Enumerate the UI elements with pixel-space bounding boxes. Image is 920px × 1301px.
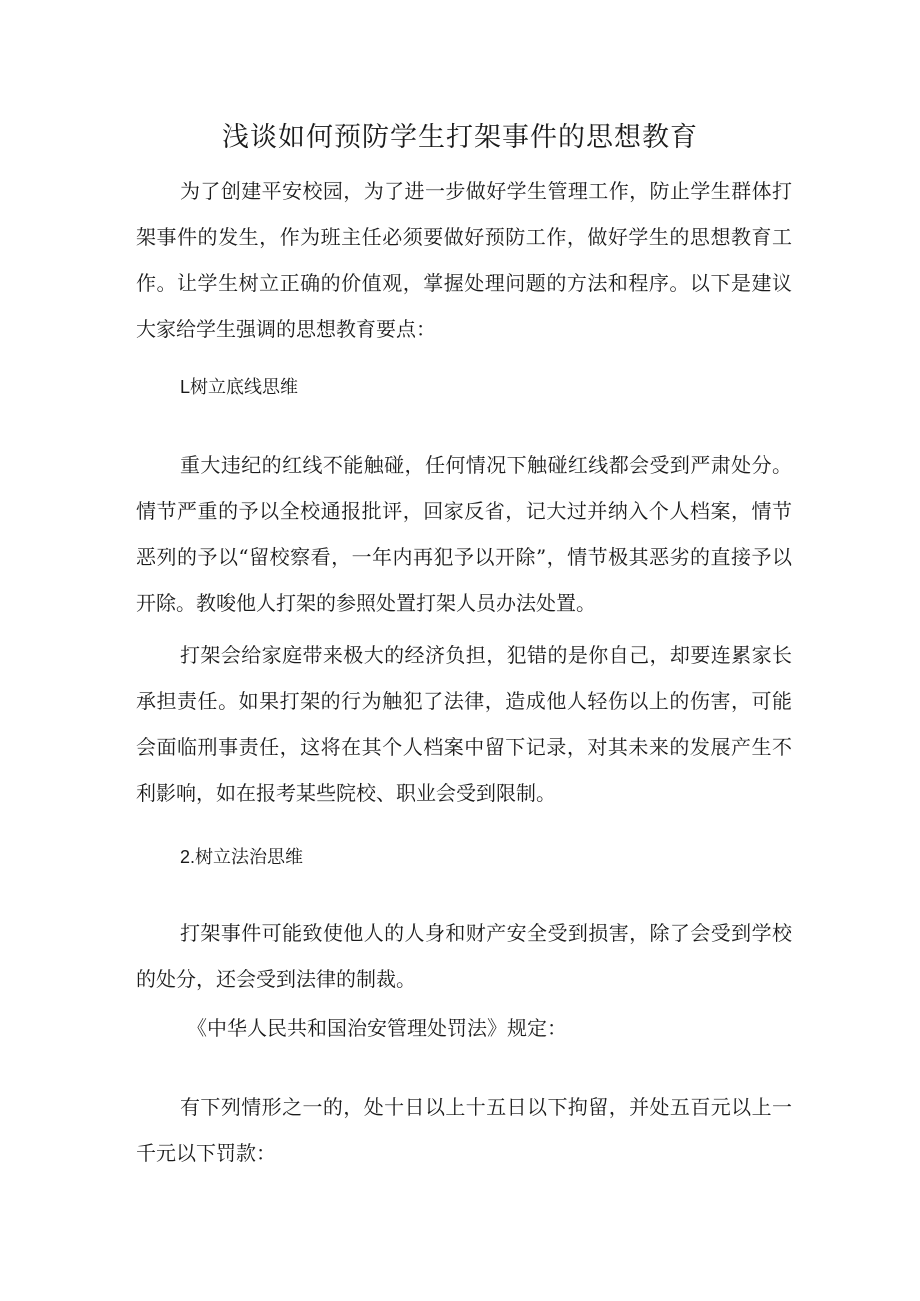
intro-paragraph: 为了创建平安校园，为了进一步做好学生管理工作，防止学生群体打架事件的发生，作为班主任必须要做好预防工作，做好学生的思想教育工作。让学生树立正确的价值观，掌握处理问题的方法和程序。以下是建议大家给学生强调的思想教育要点： xyxy=(136,179,792,341)
section1-paragraph-1: 重大违纪的红线不能触碰，任何情况下触碰红线都会受到严肃处分。情节严重的予以全校通报批评，回家反省，记大过并纳入个人档案，情节恶列的予以“留校察看，一年内再犯予以开除”，情节极其恶劣的直接予以开除。教唆他人打架的参照处置打架人员办法处置。 xyxy=(136,453,792,615)
section1-paragraph-2: 打架会给家庭带来极大的经济负担，犯错的是你自己，却要连累家长承担责任。如果打架的行为触犯了法律，造成他人轻伤以上的伤害，可能会面临刑事责任，这将在其个人档案中留下记录，对其未来的发展产生不利影响，如在报考某些院校、职业会受到限制。 xyxy=(136,643,792,805)
section1-heading: L树立底线思维 xyxy=(180,377,299,397)
law-text-paragraph: 有下列情形之一的，处十日以上十五日以下拘留，并处五百元以上一千元以下罚款： xyxy=(136,1095,792,1165)
law-title: 《中华人民共和国治安管理处罚法》规定： xyxy=(187,1016,567,1040)
section2-paragraph: 打架事件可能致使他人的人身和财产安全受到损害，除了会受到学校的处分，还会受到法律的制裁。 xyxy=(136,921,792,991)
document-title: 浅谈如何预防学生打架事件的思想教育 xyxy=(222,122,698,153)
section2-heading: 2.树立法治思维 xyxy=(180,847,304,867)
